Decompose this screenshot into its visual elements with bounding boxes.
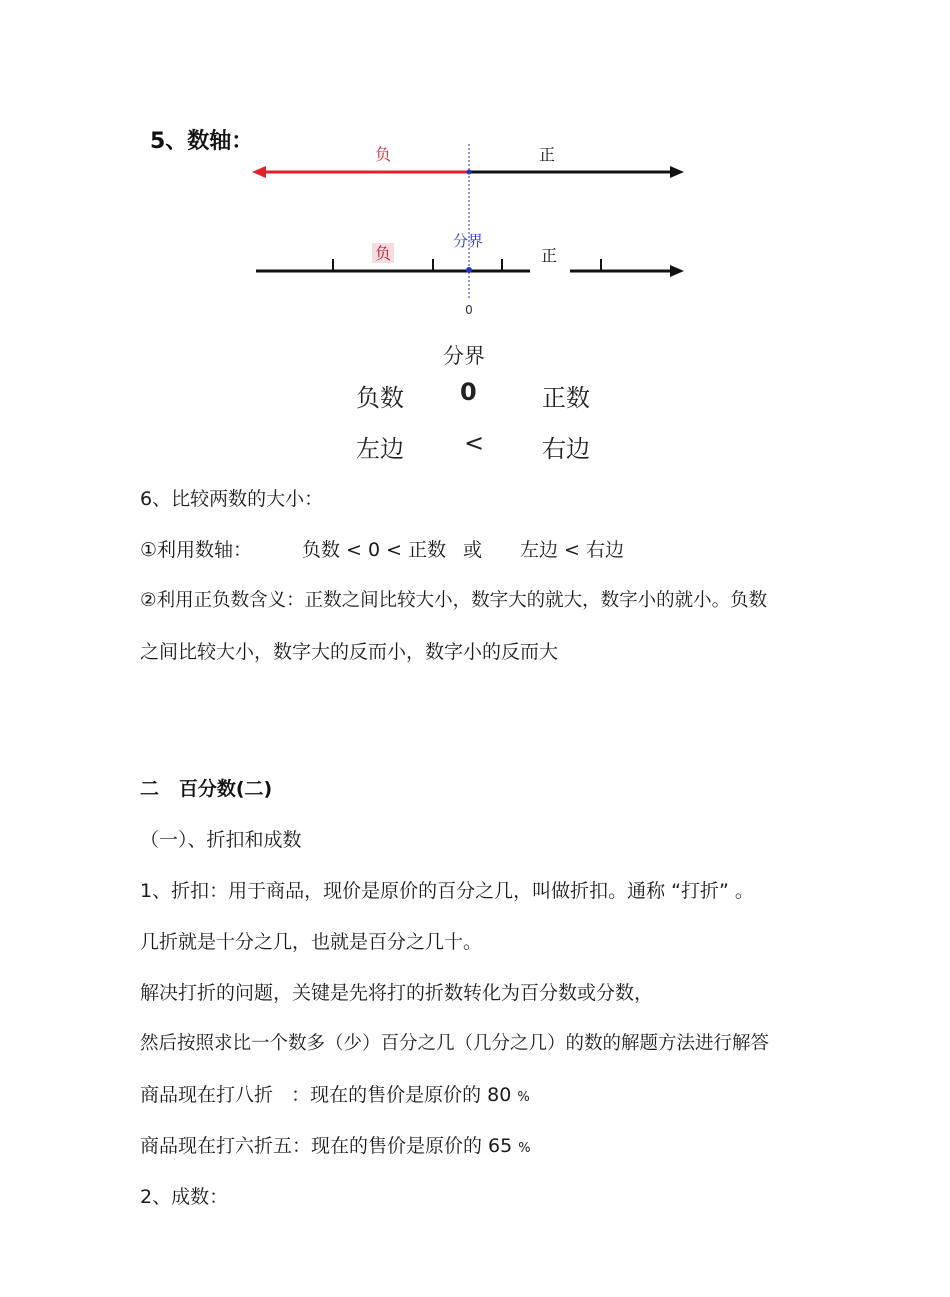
positive-arrow-head	[670, 166, 684, 178]
bottom-neg-label: 负	[374, 244, 392, 263]
example2	[140, 1131, 531, 1158]
example1-unit: %	[517, 1090, 530, 1105]
number-line-figure	[0, 130, 950, 330]
summary-row1-middle: 0	[460, 378, 477, 406]
example1	[140, 1080, 530, 1107]
example1-text: 商品现在打八折 ：现在的售价是原价的 80	[140, 1084, 512, 1106]
section6-title: 6、比较两数的大小：	[140, 488, 324, 510]
method2-line1: ②利用正负数含义：正数之间比较大小，数字大的就大，数字小的就小。负数	[140, 590, 768, 611]
axis-gap	[530, 267, 570, 275]
figure-heading: 5、数轴：	[150, 129, 254, 154]
line2-text: 几折就是十分之几，也就是百分之几十。	[140, 931, 483, 953]
summary-row2-middle: <	[464, 429, 485, 457]
example2-unit: %	[518, 1141, 531, 1156]
method1-or: 或	[463, 539, 483, 561]
summary-row1-right: 正数	[542, 384, 590, 412]
boundary-label: 分界	[452, 232, 484, 250]
subsection-title: （一）、折扣和成数	[140, 829, 302, 851]
zero-label: 0	[465, 303, 473, 317]
bottom-origin-dot	[466, 267, 472, 273]
top-pos-label: 正	[538, 145, 556, 164]
summary-row1-left: 负数	[356, 384, 404, 412]
method1-expr2: 左边 < 右边	[520, 539, 624, 561]
line3-text: 解决打折的问题，关键是先将打的折数转化为百分数或分数，	[140, 982, 654, 1004]
item1-text: 1、折扣：用于商品，现价是原价的百分之几，叫做折扣。通称 “打折” 。	[140, 880, 754, 902]
top-neg-label: 负	[374, 145, 392, 164]
top-origin-dot	[467, 170, 472, 175]
bottom-arrow-head	[670, 265, 684, 277]
method2-line2: 之间比较大小，数字大的反而小，数字小的反而大	[140, 641, 559, 663]
summary-row2-right: 右边	[542, 435, 590, 463]
bottom-pos-label: 正	[540, 246, 558, 265]
summary-boundary-label: 分界	[443, 344, 485, 368]
line4-text: 然后按照求比一个数多（少）百分之几（几分之几）的数的解题方法进行解答	[140, 1033, 770, 1054]
negative-arrow-head	[252, 166, 266, 178]
item2-text: 2、成数：	[140, 1186, 229, 1208]
method1-label: ①利用数轴：	[140, 539, 253, 561]
example2-text: 商品现在打六折五：现在的售价是原价的 65	[140, 1135, 513, 1157]
chapter-title: 二 百分数(二)	[140, 778, 273, 800]
method1-expr1: 负数 < 0 < 正数	[302, 539, 447, 561]
summary-row2-left: 左边	[356, 435, 404, 463]
